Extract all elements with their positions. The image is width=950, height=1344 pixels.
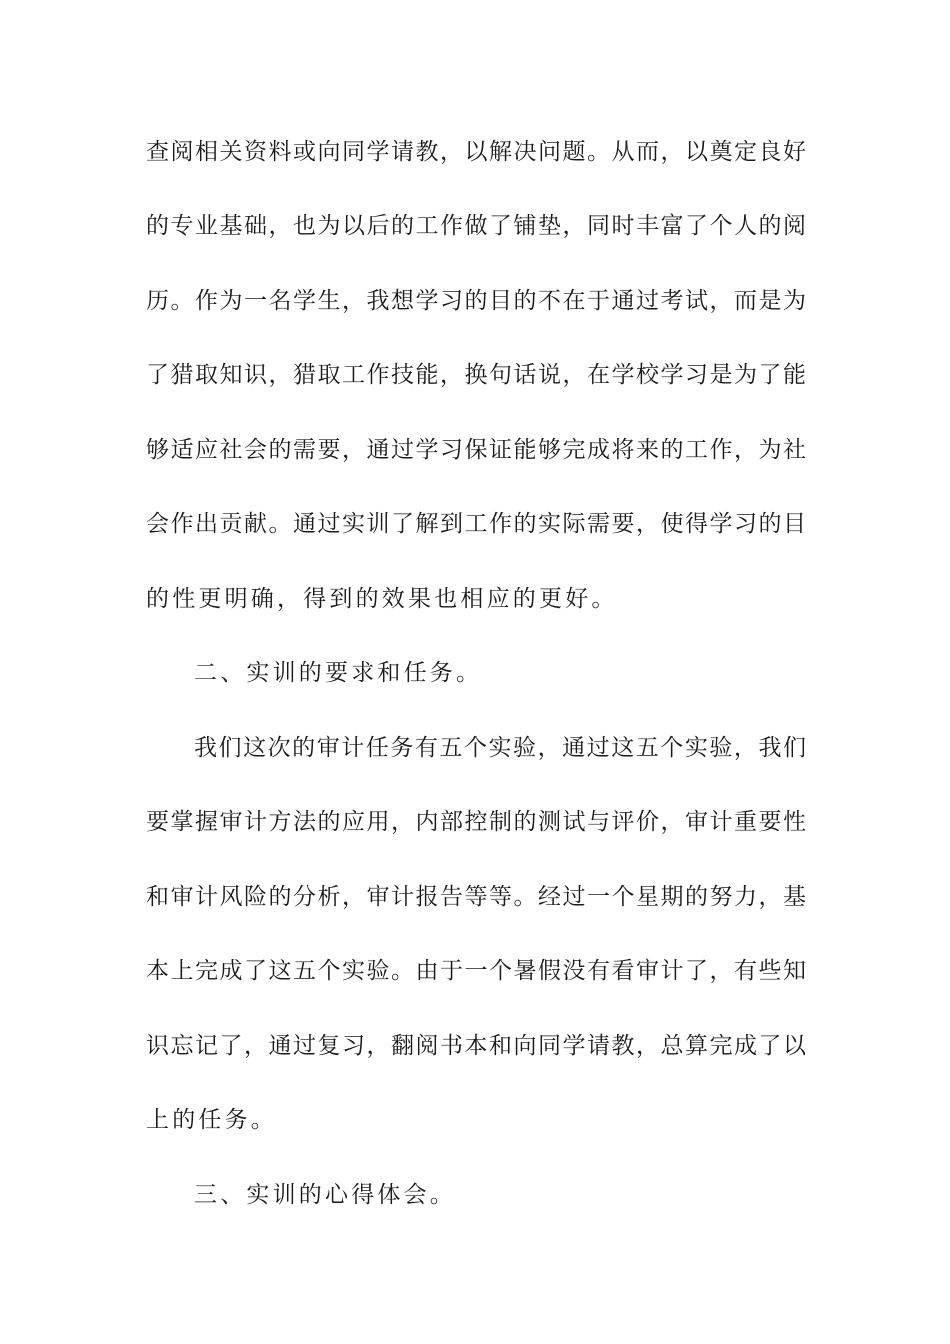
paragraph-line: 了猎取知识，猎取工作技能，换句话说，在学校学习是为了能 xyxy=(146,362,806,388)
paragraph-line: 要掌握审计方法的应用，内部控制的测试与评价，审计重要性 xyxy=(146,809,806,835)
paragraph-line: 识忘记了，通过复习，翻阅书本和向同学请教，总算完成了以 xyxy=(146,1033,806,1059)
paragraph-line: 的专业基础，也为以后的工作做了铺垫，同时丰富了个人的阅 xyxy=(146,213,806,239)
paragraph-line: 历。作为一名学生，我想学习的目的不在于通过考试，而是为 xyxy=(146,288,806,314)
paragraph-line: 上的任务。 xyxy=(146,1107,277,1133)
paragraph-line: 我们这次的审计任务有五个实验，通过这五个实验，我们 xyxy=(194,735,806,761)
paragraph-line: 的性更明确，得到的效果也相应的更好。 xyxy=(146,586,618,612)
paragraph-line: 够适应社会的需要，通过学习保证能够完成将来的工作，为社 xyxy=(146,437,806,463)
paragraph-line: 本上完成了这五个实验。由于一个暑假没有看审计了，有些知 xyxy=(146,958,806,984)
paragraph-line: 查阅相关资料或向同学请教，以解决问题。从而，以奠定良好 xyxy=(146,139,806,165)
section-heading: 三、实训的心得体会。 xyxy=(194,1182,456,1208)
paragraph-line: 会作出贡献。通过实训了解到工作的实际需要，使得学习的目 xyxy=(146,511,806,537)
paragraph-line: 和审计风险的分析，审计报告等等。经过一个星期的努力，基 xyxy=(146,884,806,910)
section-heading: 二、实训的要求和任务。 xyxy=(194,660,483,686)
